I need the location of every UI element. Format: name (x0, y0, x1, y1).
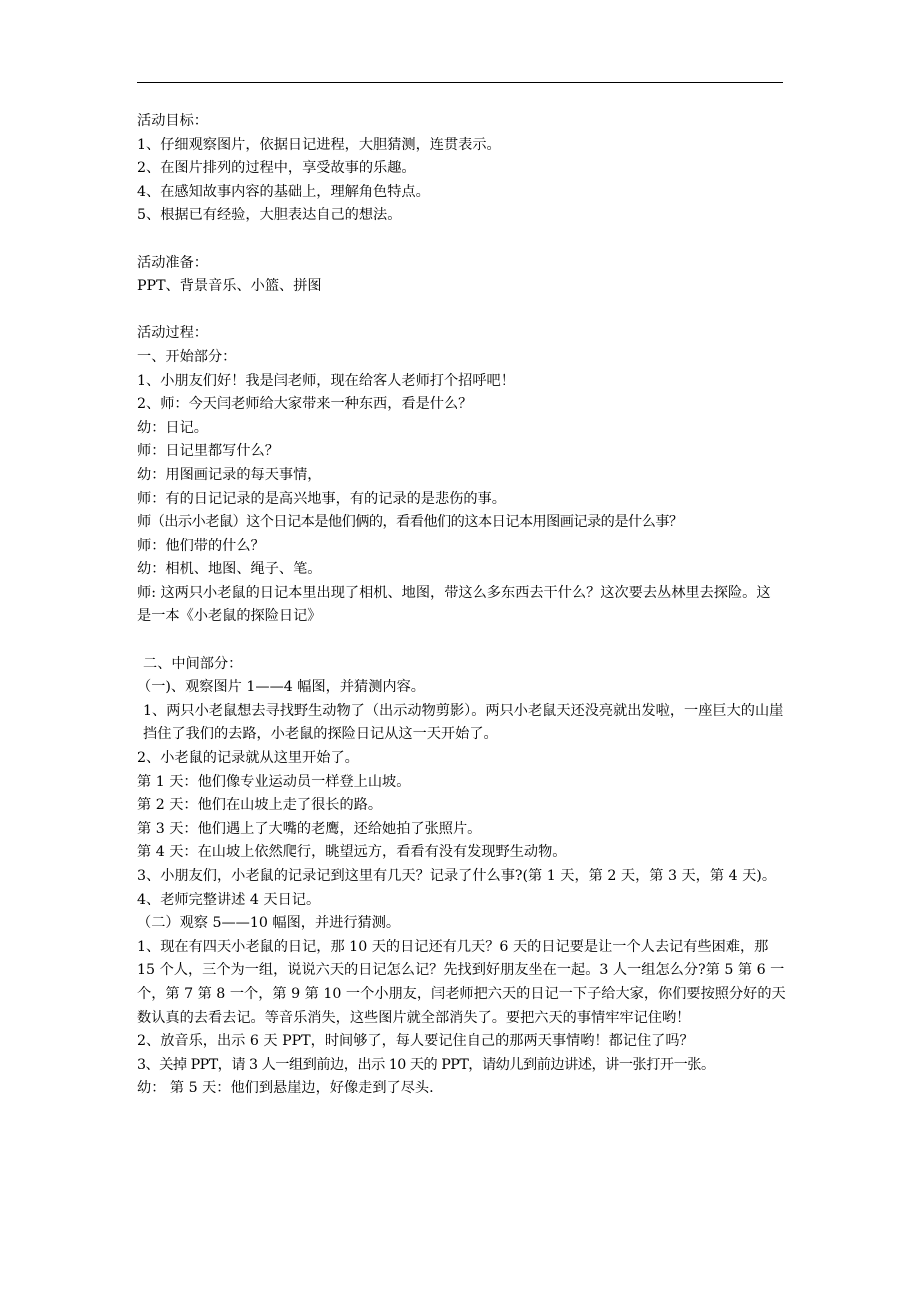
goal-item: 4、在感知故事内容的基础上，理解角色特点。 (137, 183, 430, 200)
part2-line: 幼： 第 5 天：他们到悬崖边，好像走到了尽头. (137, 1080, 434, 1097)
spacer (137, 629, 797, 653)
part1-line: 师：他们带的什么？ (137, 537, 265, 554)
prep-heading: 活动准备： (137, 254, 208, 271)
part2-line: 4、老师完整讲述 4 天日记。 (137, 891, 321, 908)
part2-line: 2、小老鼠的记录就从这里开始了。 (137, 750, 359, 767)
part1-line: 1、小朋友们好！我是闫老师，现在给客人老师打个招呼吧！ (137, 372, 515, 389)
part2-heading: 二、中间部分： (143, 655, 243, 672)
part1-line: 2、师：今天闫老师给大家带来一种东西，看是什么？ (137, 396, 473, 413)
part2-line: 3、关掉 PPT，请 3 人一组到前边，出示 10 天的 PPT，请幼儿到前边讲述，讲一张打开一张。 (137, 1056, 715, 1073)
part2-subheading: （一)、观察图片 1——4 幅图，并猜测内容。 (137, 679, 425, 696)
spacer (137, 299, 797, 323)
part1-line: 幼：相机、地图、绳子、笔。 (137, 561, 322, 578)
goal-item: 1、仔细观察图片，依据日记进程，大胆猜测，连贯表示。 (137, 136, 501, 153)
header-rule (137, 82, 783, 83)
part2-line: 3、小朋友们，小老鼠的记录记到这里有几天？记录了什么事?(第 1 天，第 2 天，第 3 天，第 4 天)。 (137, 868, 777, 884)
part1-line: 幼：用图画记录的每天事情， (137, 466, 322, 483)
spacer (137, 228, 797, 252)
part1-heading: 一、开始部分： (137, 348, 237, 365)
part1-line: 师：有的日记记录的是高兴地事，有的记录的是悲伤的事。 (137, 490, 506, 507)
goal-item: 2、在图片排列的过程中，享受故事的乐趣。 (137, 160, 416, 177)
part2-subheading: （二）观察 5——10 幅图，并进行猜测。 (137, 915, 401, 932)
part2-line: 第 1 天：他们像专业运动员一样登上山坡。 (137, 773, 411, 790)
part2-line: 1、两只小老鼠想去寻找野生动物了（出示动物剪影）。两只小老鼠天还没亮就出发啦，一座巨大的山崖挡住了我们的去路，小老鼠的探险日记从这一天开始了。 (143, 702, 784, 743)
part1-line: 师：日记里都写什么？ (137, 443, 279, 460)
part2-line: 1、现在有四天小老鼠的日记，那 10 天的日记还有几天？6 天的日记要是让一个人去记有些困难，那 15 个人，三个为一组，说说六天的日记怎么记？先找到好朋友坐在一起。3 人一组怎么分?第 5 第 6 一个，第 7 第 8 一个，第 9 第 10 一个小朋友，闫老师把六天的日记一下子给大家，你们要按照分好的天数认真的去看去记。等音乐消失，这些图片就全部消失了。要把六天的事情牢牢记住哟！ (137, 938, 786, 1026)
part1-line: 幼：日记。 (137, 419, 208, 436)
part2-line: 2、放音乐，出示 6 天 PPT，时间够了，每人要记住自己的那两天事情哟！都记住了吗？ (137, 1033, 694, 1050)
part2-line: 第 3 天：他们遇上了大嘴的老鹰，还给她拍了张照片。 (137, 820, 482, 837)
goals-heading: 活动目标： (137, 113, 208, 129)
part2-line: 第 4 天：在山坡上依然爬行，眺望远方，看看有没有发现野生动物。 (137, 844, 567, 861)
document-body (137, 110, 797, 1101)
part1-line: 师: 这两只小老鼠的日记本里出现了相机、地图，带这么多东西去干什么？这次要去丛林里去探险。这是一本《小老鼠的探险日记》 (137, 584, 771, 625)
part1-line: 师（出示小老鼠）这个日记本是他们俩的，看看他们的这本日记本用图画记录的是什么事？ (137, 514, 683, 531)
prep-item: PPT、背景音乐、小篮、拼图 (137, 278, 322, 295)
goal-item: 5、根据已有经验，大胆表达自己的想法。 (137, 207, 402, 224)
part2-line: 第 2 天：他们在山坡上走了很长的路。 (137, 797, 383, 814)
process-heading: 活动过程： (137, 325, 208, 342)
